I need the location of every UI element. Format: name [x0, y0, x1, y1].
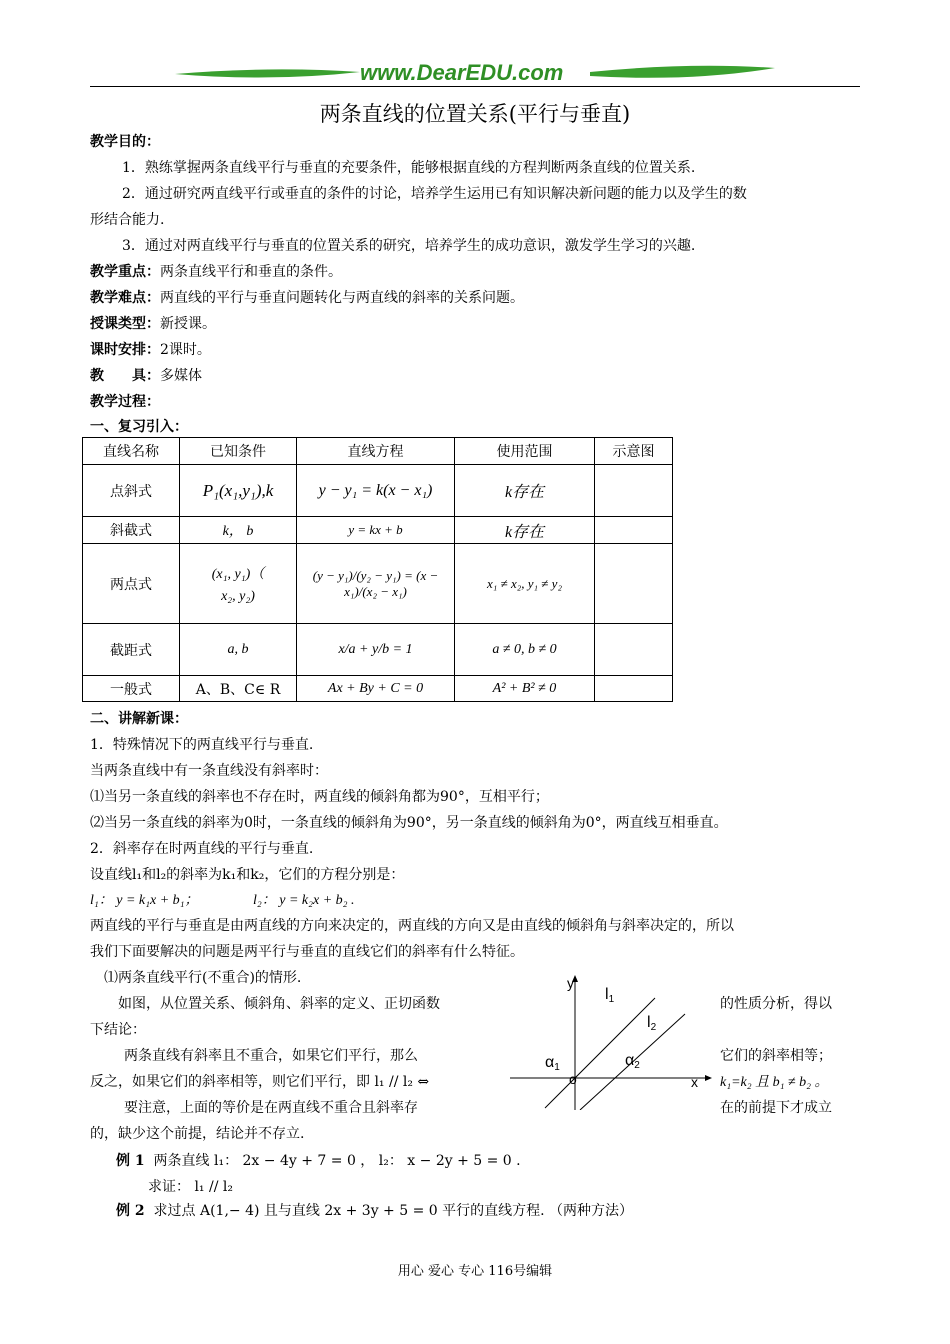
table-cell: P₁(x₁,y₁),k	[180, 465, 297, 517]
figure-alpha2-label: $\alpha_2$	[625, 1052, 640, 1071]
meta-schedule: 课时安排：2课时。	[90, 342, 211, 358]
table-cell	[180, 544, 297, 624]
figure-l2-label: $l_2$	[647, 1014, 657, 1033]
figure-l1-label: $l_1$	[605, 986, 615, 1005]
figure-x-label: x	[691, 1074, 698, 1090]
equation-l2: l₂： y = k₂x + b₂ .	[253, 893, 355, 908]
table-cell: x₁ ≠ x₂, y₁ ≠ y₂	[455, 544, 595, 624]
body-line: 下结论：	[90, 1022, 146, 1038]
parallel-lines-figure	[505, 970, 715, 1110]
table-cell-diagram	[595, 517, 673, 544]
table-cell: A² + B² ≠ 0	[455, 676, 595, 702]
body-line: 它们的斜率相等；	[720, 1048, 832, 1064]
body-line: ⑴两条直线平行(不重合)的情形.	[104, 970, 302, 986]
table-cell: 斜截式	[83, 517, 180, 544]
objective-item: 形结合能力.	[90, 212, 165, 228]
objective-item: 3．通过对两直线平行与垂直的位置关系的研究，培养学生的成功意识，激发学生学习的兴趣.	[122, 238, 696, 254]
page-title: 两条直线的位置关系(平行与垂直)	[319, 102, 631, 126]
body-line: 要注意，上面的等价是在两直线不重合且斜率存	[124, 1100, 418, 1116]
example-2: 例 2 求过点 A(1,− 4) 且与直线 2x + 3y + 5 = 0 平行的直线方程. （两种方法）	[116, 1203, 634, 1219]
table-cell-line: x₂, y₂)	[221, 588, 255, 604]
body-line: 的，缺少这个前提，结论并不存立.	[90, 1126, 305, 1142]
body-line: 反之，如果它们的斜率相等，则它们平行，即 l₁ // l₂ ⇔	[90, 1074, 430, 1090]
table-cell: k， b	[180, 517, 297, 544]
section-new-lesson-heading: 二、讲解新课：	[90, 711, 188, 727]
objectives-heading: 教学目的：	[90, 134, 160, 150]
table-cell: y = kx + b	[297, 517, 455, 544]
table-row	[83, 624, 673, 676]
table-cell: 两点式	[83, 544, 180, 624]
body-line: 2．斜率存在时两直线的平行与垂直.	[90, 841, 314, 857]
table-row	[83, 517, 673, 544]
table-cell: a, b	[180, 624, 297, 676]
table-cell-diagram	[595, 676, 673, 702]
body-line: ⑴当另一条直线的斜率也不存在时，两直线的倾斜角都为90°，互相平行；	[90, 789, 549, 805]
table-cell: k存在	[455, 517, 595, 544]
table-cell: (y − y₁)/(y₂ − y₁) = (x − x₁)/(x₂ − x₁)	[297, 544, 455, 624]
figure-origin-label: o	[569, 1071, 577, 1087]
body-line: 如图，从位置关系、倾斜角、斜率的定义、正切函数	[118, 996, 440, 1012]
table-cell: A、B、C∈ R	[180, 676, 297, 702]
table-cell-diagram	[595, 544, 673, 624]
page-footer: 用心 爱心 专心 116号编辑	[397, 1264, 553, 1279]
body-line: ⑵当另一条直线的斜率为0时，一条直线的倾斜角为90°，另一条直线的倾斜角为0°，两直线互相垂直。	[90, 815, 728, 831]
table-header-cell: 直线名称	[83, 438, 180, 465]
table-header-cell: 直线方程	[297, 438, 455, 465]
body-line: 当两条直线中有一条直线没有斜率时：	[90, 763, 328, 779]
body-line: 我们下面要解决的问题是两平行与垂直的直线它们的斜率有什么特征。	[90, 944, 524, 960]
body-line: 两直线的平行与垂直是由两直线的方向来决定的，两直线的方向又是由直线的倾斜角与斜率决定的，所以	[90, 918, 734, 934]
table-cell: 截距式	[83, 624, 180, 676]
meta-key-points: 教学重点：两条直线平行和垂直的条件。	[90, 264, 342, 280]
body-line: 两条直线有斜率且不重合，如果它们平行，那么	[124, 1048, 418, 1064]
body-line: 的性质分析，得以	[720, 996, 832, 1012]
objective-item: 2．通过研究两直线平行或垂直的条件的讨论，培养学生运用已有知识解决新问题的能力以及学生的数	[122, 186, 747, 202]
table-cell-diagram	[595, 465, 673, 517]
table-header-cell: 已知条件	[180, 438, 297, 465]
objective-item: 1．熟练掌握两条直线平行与垂直的充要条件，能够根据直线的方程判断两条直线的位置关系.	[122, 160, 696, 176]
example-1: 例 1 两条直线 l₁： 2x − 4y + 7 = 0 ， l₂： x − 2y + 5 = 0 .	[116, 1153, 521, 1169]
figure-alpha1-label: $\alpha_1$	[545, 1054, 560, 1073]
table-cell: k存在	[455, 465, 595, 517]
table-header-row	[83, 438, 673, 465]
body-line: 设直线l₁和l₂的斜率为k₁和k₂，它们的方程分别是：	[90, 867, 405, 883]
equation-l1: l₁： y = k₁x + b₁；	[90, 893, 199, 908]
line-forms-table	[82, 437, 673, 702]
site-logo: www.DearEDU.com	[360, 60, 564, 85]
body-line: 在的前提下才成立	[720, 1100, 832, 1116]
meta-lesson-type: 授课类型：新授课。	[90, 316, 216, 332]
table-header-cell: 示意图	[595, 438, 673, 465]
table-cell-line: (x₁, y₁)（	[211, 566, 265, 582]
meta-process: 教学过程：	[90, 394, 160, 410]
table-cell: y − y₁ = k(x − x₁)	[297, 465, 455, 517]
table-row	[83, 676, 673, 702]
body-line: 1．特殊情况下的两直线平行与垂直.	[90, 737, 314, 753]
table-cell: 一般式	[83, 676, 180, 702]
table-cell: Ax + By + C = 0	[297, 676, 455, 702]
section-review-heading: 一、复习引入：	[90, 419, 188, 435]
table-cell-diagram	[595, 624, 673, 676]
meta-tools: 教 具：多媒体	[90, 368, 202, 384]
header-rule	[90, 86, 860, 87]
table-row	[83, 465, 673, 517]
table-header-cell: 使用范围	[455, 438, 595, 465]
example-1-prove: 求证： l₁ // l₂	[148, 1179, 233, 1195]
body-line: k₁=k₂ 且 b₁ ≠ b₂ 。	[720, 1075, 829, 1090]
table-cell: 点斜式	[83, 465, 180, 517]
table-cell: x/a + y/b = 1	[297, 624, 455, 676]
table-cell: a ≠ 0, b ≠ 0	[455, 624, 595, 676]
table-row	[83, 544, 673, 624]
figure-y-label: y	[567, 975, 574, 991]
meta-difficulties: 教学难点：两直线的平行与垂直问题转化与两直线的斜率的关系问题。	[90, 290, 524, 306]
